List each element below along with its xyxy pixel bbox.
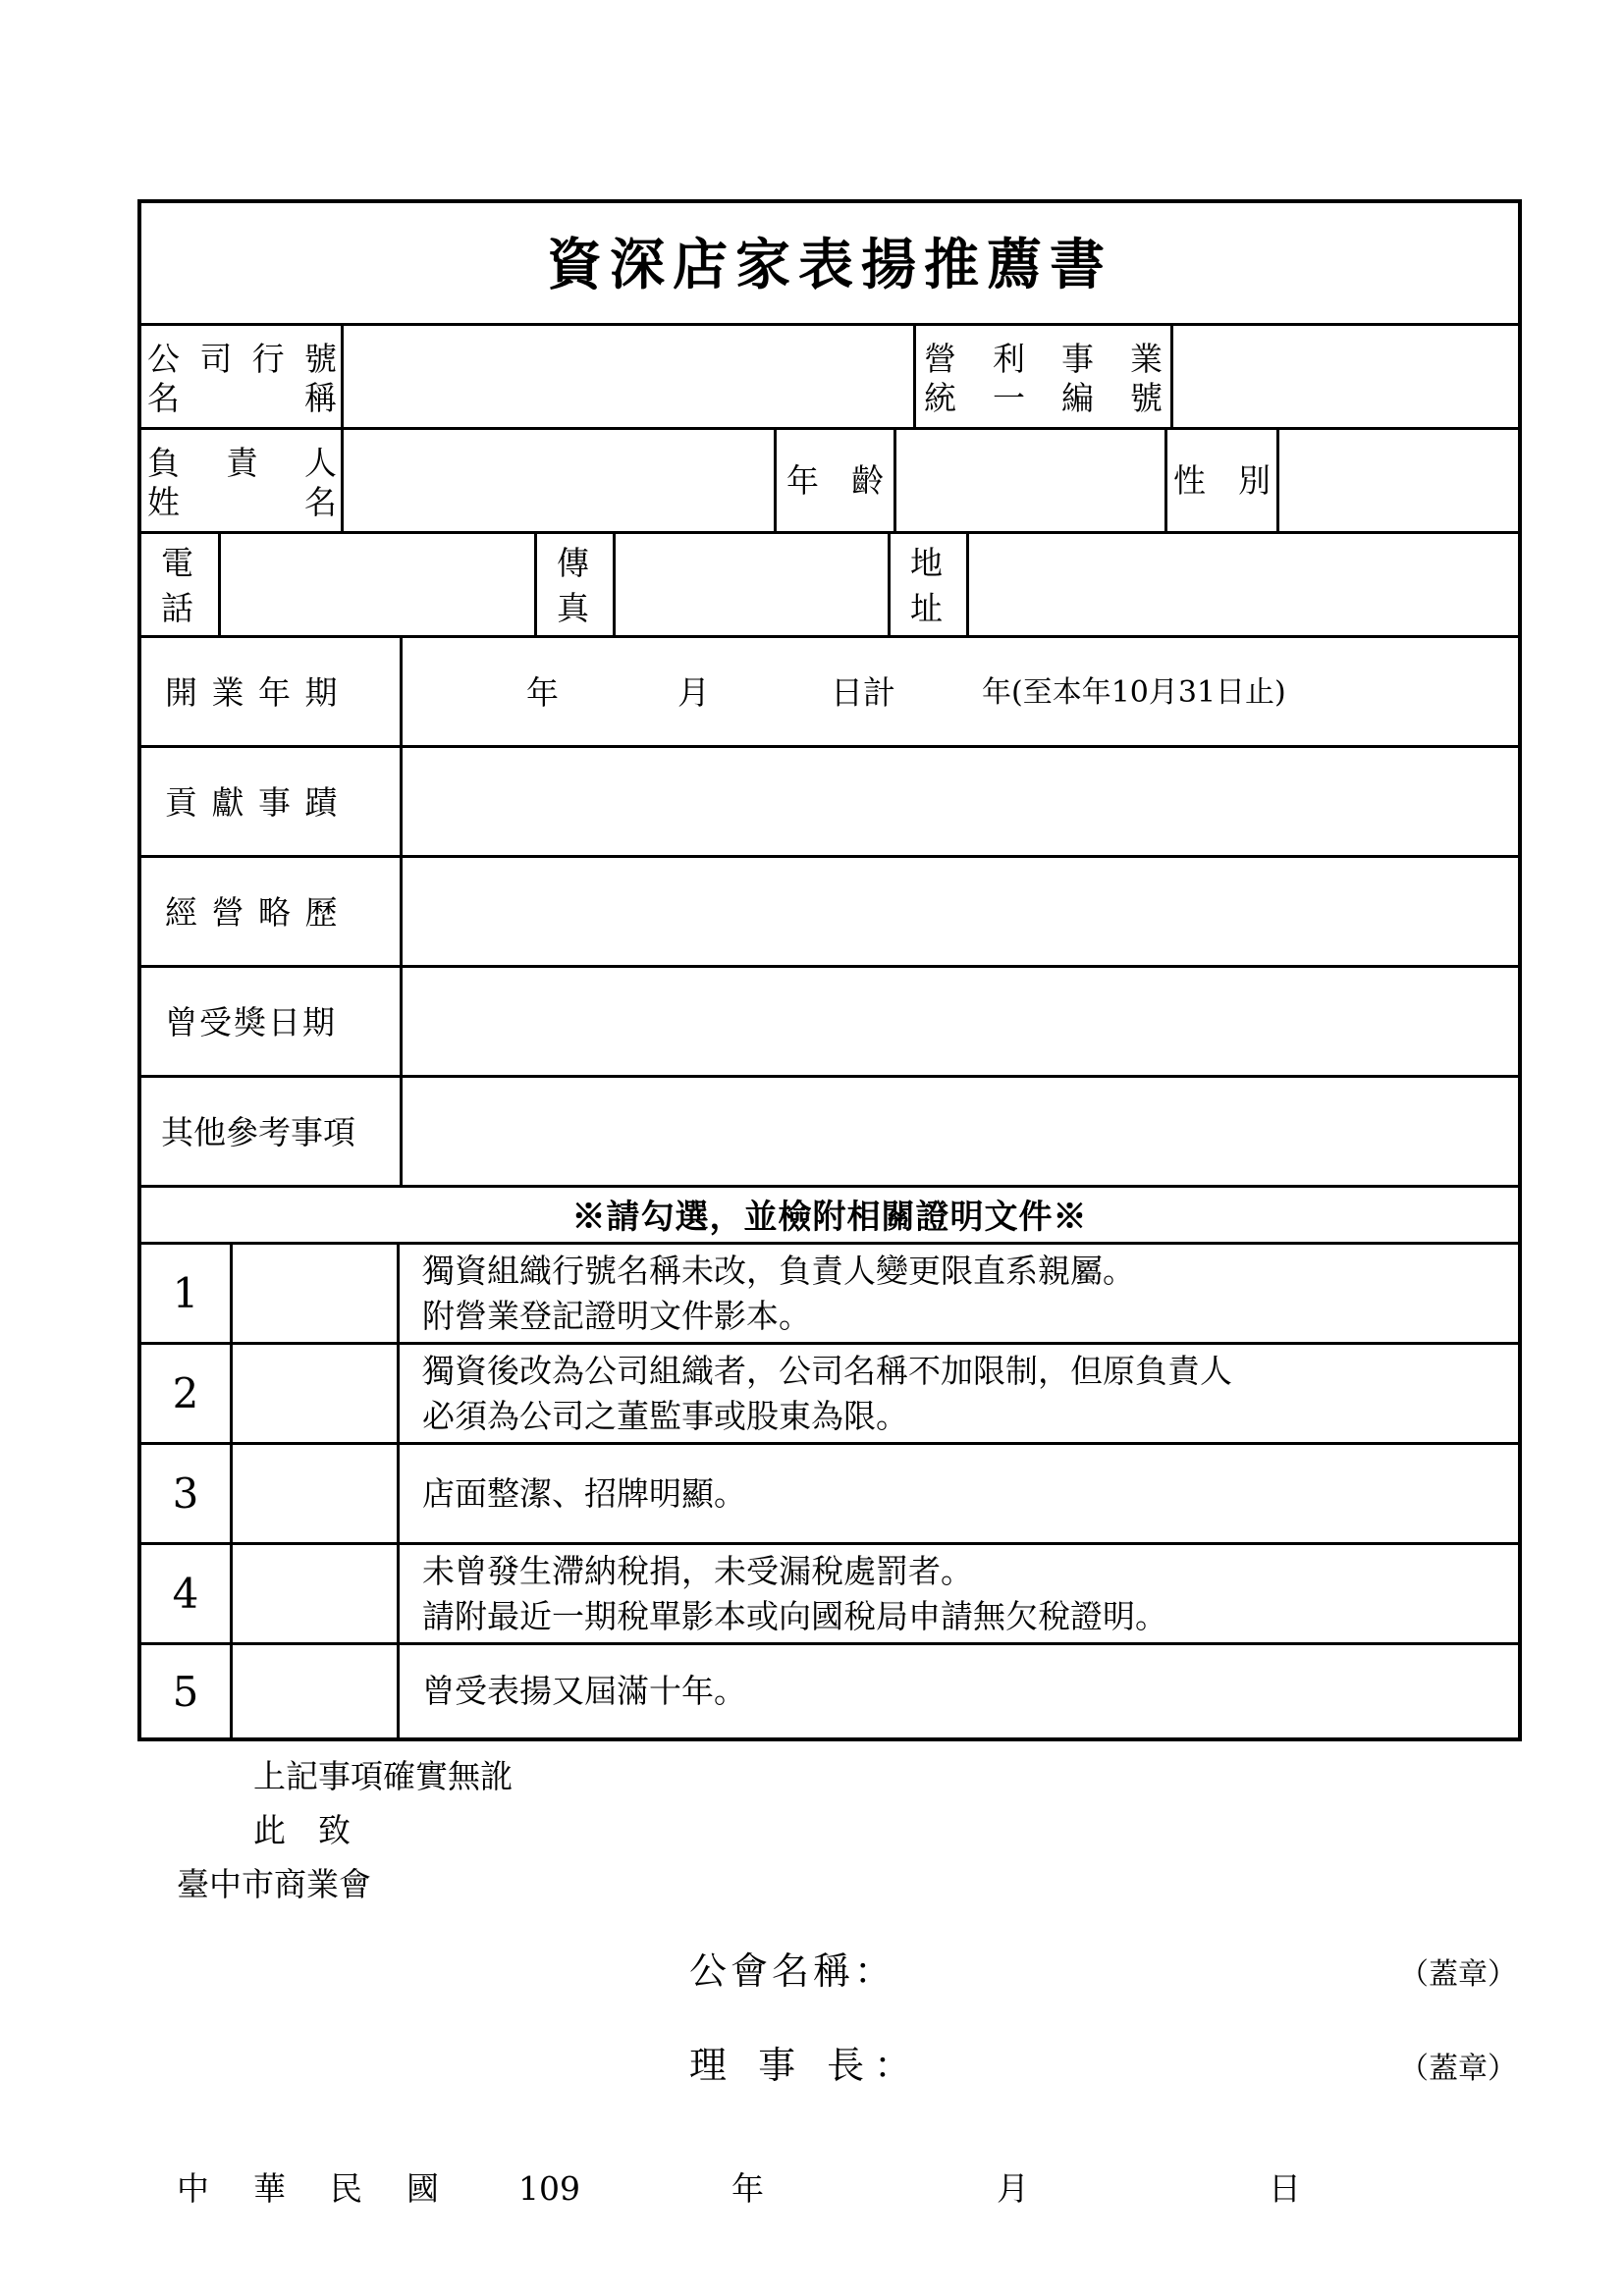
label-text [147,444,337,483]
checklist-checkbox[interactable] [230,1545,397,1642]
fax-label-line2: 真 [557,589,589,627]
checklist-notice-row [141,1188,1518,1245]
checklist-line: 店面整潔、招牌明顯。 [422,1473,746,1513]
address-label-line2: 址 [910,589,943,627]
label-char: 人 [304,444,337,482]
owner-label [147,444,337,521]
label-text [924,379,1163,418]
checklist-line: 曾受表揚又屆滿十年。 [422,1672,746,1710]
chairman-label: 理 事 長： [689,2044,922,2087]
tax-id-label [924,340,1163,417]
gender-label: 性 別 [1173,461,1271,500]
checklist-checkbox[interactable] [230,1245,397,1342]
business-period-row [141,638,1518,748]
tax-id-field[interactable] [1170,326,1518,427]
label-line [147,379,337,418]
declaration-text: 上記事項確實無訛 [253,1757,513,1795]
checklist-item [141,1445,1518,1545]
label-line [147,444,337,483]
contribution-label: 貢 獻 事 蹟 [165,783,340,822]
address-label-cell [888,534,966,635]
checklist-line: 未曾發生滯納稅捐，未受漏稅處罰者。 [422,1551,973,1590]
history-row [141,858,1518,968]
label-char: 事 [1061,340,1094,378]
recipient-text: 臺中市商業會 [177,1865,371,1903]
checklist-item [141,1645,1518,1737]
label-line [147,483,337,522]
label-char: 姓 [147,483,180,521]
label-text [924,340,1163,379]
checklist-description [422,1645,1508,1737]
company-name-label [147,340,337,417]
checklist-checkbox[interactable] [230,1345,397,1442]
label-char: 一 [993,379,1025,417]
checklist-checkbox[interactable] [230,1445,397,1542]
gender-field[interactable] [1276,430,1518,531]
label-char: 統 [924,379,956,417]
label-char: 號 [303,340,337,378]
fax-field[interactable] [613,534,888,635]
chairman-seal-note: （蓋章） [1399,2052,1517,2086]
checklist-line: 請附最近一期稅單影本或向國稅局申請無欠稅證明。 [422,1596,1167,1635]
checklist-line: 附營業登記證明文件影本。 [422,1296,811,1335]
history-field[interactable] [400,858,1518,965]
tax-id-label-cell [913,326,1170,427]
business-period-label: 開 業 年 期 [165,673,340,712]
fax-label-line1: 傳 [557,544,589,582]
label-char: 號 [1130,379,1163,417]
checklist-number: 1 [172,1269,199,1317]
company-name-field[interactable] [341,326,913,427]
association-name-label: 公會名稱： [689,1949,896,1993]
business-year-unit: 年 [526,673,559,712]
business-day-total: 日計 [831,673,895,712]
label-line [924,340,1163,379]
label-char: 編 [1061,379,1094,417]
label-char: 名 [147,379,180,417]
checklist-description [422,1245,1508,1342]
business-period-field[interactable] [400,638,1518,745]
address-field[interactable] [966,534,1518,635]
label-char: 營 [924,340,956,378]
checklist-item [141,1545,1518,1645]
contact-row [141,534,1518,638]
label-text [147,483,337,522]
label-char: 業 [1130,340,1163,378]
recommendation-form [137,199,1522,1741]
owner-row [141,430,1518,534]
date-month-unit: 月 [997,2169,1029,2208]
checklist-description [422,1345,1508,1442]
phone-field[interactable] [218,534,534,635]
association-seal-note: （蓋章） [1399,1957,1517,1992]
company-row [141,326,1518,430]
label-char: 利 [993,340,1025,378]
date-year-value: 109 [518,2169,580,2208]
address-label-line1: 地 [910,544,943,582]
phone-label-line2: 話 [161,589,193,627]
checklist-description [422,1545,1508,1642]
phone-label-line1: 電 [161,544,193,582]
label-char [147,379,337,418]
contribution-field[interactable] [400,748,1518,855]
checklist-line: 獨資組織行號名稱未改，負責人變更限直系親屬。 [422,1251,1135,1290]
business-total-year: 年(至本年10月31日止) [982,675,1286,710]
checklist-item [141,1245,1518,1345]
label-char: 責 [226,444,258,482]
age-label: 年 齡 [786,461,884,500]
checklist-number: 4 [172,1570,199,1618]
label-char: 司 [199,340,233,378]
owner-name-field[interactable] [341,430,774,531]
business-month-unit: 月 [677,673,710,712]
age-field[interactable] [893,430,1164,531]
label-char: 行 [251,340,285,378]
award-date-label: 曾受獎日期 [165,1003,337,1041]
contribution-row [141,748,1518,858]
label-char: 負 [147,444,180,482]
date-year-unit: 年 [731,2169,764,2208]
salutation-text: 此 致 [253,1811,351,1849]
checklist-line: 必須為公司之董監事或股東為限。 [422,1396,908,1435]
age-label-cell [774,430,893,531]
other-field[interactable] [400,1078,1518,1185]
checklist-number: 5 [172,1667,199,1716]
label-line [924,379,1163,418]
label-char: 公 [147,340,180,378]
label-char: 稱 [304,379,337,417]
checklist-line: 獨資後改為公司組織者，公司名稱不加限制，但原負責人 [422,1351,1232,1390]
award-date-row [141,968,1518,1078]
checklist-notice: ※請勾選，並檢附相關證明文件※ [571,1198,1088,1237]
other-label: 其他參考事項 [161,1113,355,1151]
checklist-number: 2 [172,1369,199,1417]
label-line [147,340,337,379]
title-row [141,203,1518,326]
other-row [141,1078,1518,1188]
checklist-checkbox[interactable] [230,1645,397,1737]
label-char: 名 [304,483,337,521]
form-title: 資深店家表揚推薦書 [547,233,1112,297]
checklist-number: 3 [172,1469,199,1518]
history-label: 經 營 略 歷 [165,893,340,932]
checklist-description [422,1445,1508,1542]
date-day-unit: 日 [1269,2169,1301,2208]
checklist-item [141,1345,1518,1445]
label-char [147,340,337,379]
date-era: 中 華 民 國 [177,2169,445,2208]
gender-label-cell [1164,430,1276,531]
award-date-field[interactable] [400,968,1518,1075]
fax-label-cell [534,534,613,635]
